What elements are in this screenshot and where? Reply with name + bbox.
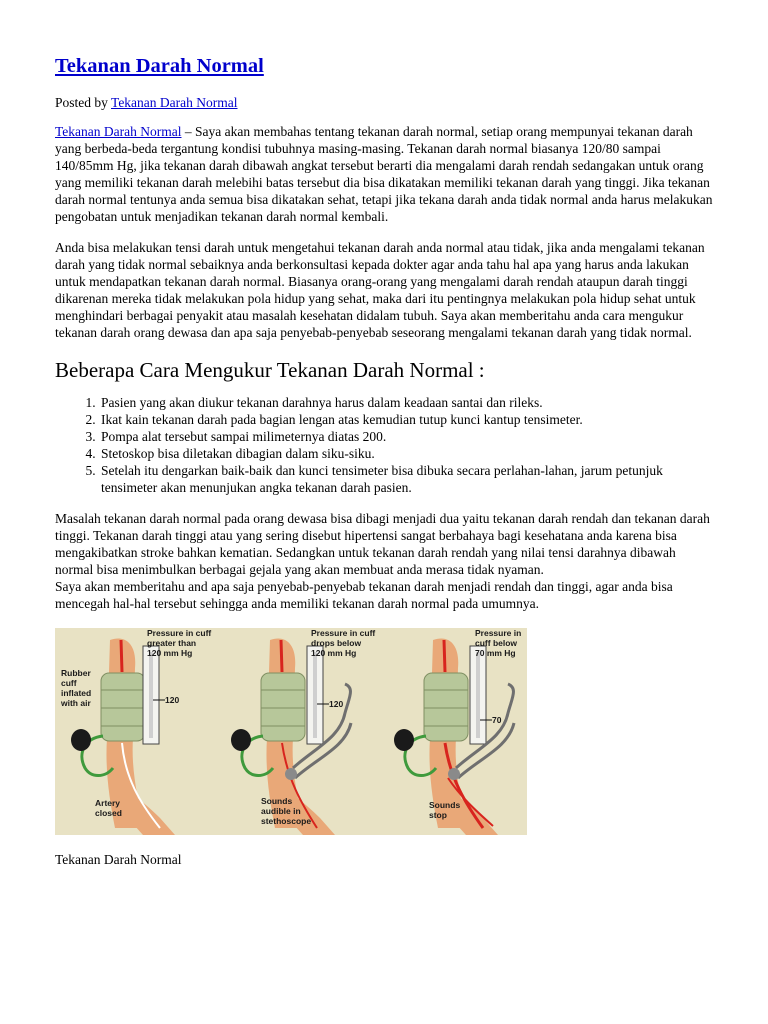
pump-bulb [394, 729, 414, 751]
mercury-column [313, 652, 317, 738]
label-stop-line2: stop [429, 810, 447, 820]
label-p1-line1: Pressure in cuff [147, 628, 212, 638]
label-sounds-line1: Sounds [261, 796, 293, 806]
paragraph-2: Anda bisa melakukan tensi darah untuk mengetahui tekanan darah anda normal atau tidak, jika anda mengalami tekanan darah yang tidak normal sebaiknya anda berkonsultasi kepada dokter agar anda tahu hal apa yang harus anda lakukan untuk mendapatkan tekanan darah normal. Biasanya orang-orang yang mengalami darah rendah ataupun darah tinggi dikarenan mereka tidak melakukan pola hidup yang sehat, maka dari itu pentingnya melakukan pola hidup sehat untuk menghindari berbagai penyakit atau masalah kesehatan didalam tubuh. Saya akan memberitahu anda cara mengukur tekanan darah orang dewasa dan apa saja penyebab-penyebab seseorang mengalami tekanan darah yang tidak normal. [55, 240, 705, 340]
artery [121, 640, 122, 672]
list-item: 1. Pasien yang akan diukur tekanan darahnya harus dalam keadaan santai dan rileks. [99, 394, 715, 411]
paragraph-3: Masalah tekanan darah normal pada orang dewasa bisa dibagi menjadi dua yaitu tekanan darah rendah dan tekanan darah tinggi. Tekanan darah tinggi atau yang sering disebut hipertensi sangat berbahaya bagi kesehatana anda karena bisa mengakibatkan stroke bahkan kematian. Sedangkan untuk tekanan darah rendah yang nilai tensi darahnya dibawah normal bisa menimbulkan berbagai gejala yang akan membuat anda merasa tidak nyaman. [55, 511, 710, 577]
pump-bulb [71, 729, 91, 751]
label-gauge2: 120 [329, 699, 344, 709]
artery [444, 640, 445, 672]
mercury-column [476, 652, 480, 738]
label-artery-line1: Artery [95, 798, 121, 808]
list-item: 3. Pompa alat tersebut sampai milimeternya diatas 200. [99, 428, 715, 445]
stethoscope-chest-piece [285, 768, 297, 780]
list-item: 4. Stetoskop bisa diletakan dibagian dalam siku-siku. [99, 445, 715, 462]
mercury-column [149, 652, 153, 738]
posted-by-label: Posted by [55, 95, 112, 110]
figure-caption: Tekanan Darah Normal [55, 852, 182, 867]
label-p3-line3: 70 mm Hg [475, 648, 516, 658]
label-p3-line2: cuff below [475, 638, 518, 648]
post-byline [55, 94, 715, 111]
label-p2-line1: Pressure in cuff [311, 628, 376, 638]
label-gauge1: 120 [165, 695, 180, 705]
intro-paragraph [55, 123, 715, 225]
list-item: 5. Setelah itu dengarkan baik-baik dan kunci tensimeter bisa dibuka secara perlahan-lahan, jarum petunjuk tensimeter akan menunjukan angka tekanan darah pasien. [99, 462, 715, 496]
label-artery-line2: closed [95, 808, 122, 818]
stethoscope-chest-piece [448, 768, 460, 780]
label-rubber-line2: cuff [61, 678, 77, 688]
label-rubber-line3: inflated [61, 688, 92, 698]
steps-list [55, 394, 715, 496]
list-item: 2. Ikat kain tekanan darah pada bagian lengan atas kemudian tutup kunci kantup tensimeter. [99, 411, 715, 428]
label-p1-line3: 120 mm Hg [147, 648, 193, 658]
label-p1-line2: greater than [147, 638, 197, 648]
label-p3-line1: Pressure in [475, 628, 522, 638]
post-title [55, 54, 715, 78]
author-link[interactable]: Tekanan Darah Normal [111, 95, 238, 110]
label-gauge3: 70 [492, 715, 502, 725]
blood-pressure-cuff [424, 673, 468, 741]
label-rubber-line4: with air [61, 698, 91, 708]
label-p2-line3: 120 mm Hg [311, 648, 357, 658]
section-heading: Beberapa Cara Mengukur Tekanan Darah Normal : [55, 358, 485, 382]
label-stop-line1: Sounds [429, 800, 461, 810]
blood-pressure-cuff [101, 673, 145, 741]
blood-pressure-illustration [55, 628, 527, 835]
illustration-svg [55, 628, 527, 835]
blood-pressure-cuff [261, 673, 305, 741]
pump-bulb [231, 729, 251, 751]
label-sounds-line3: stethoscope [261, 816, 312, 826]
label-p2-line2: drops below [311, 638, 362, 648]
paragraph-4: Saya akan memberitahu and apa saja penyebab-penyebab tekanan darah menjadi rendah dan tinggi, agar anda bisa mencegah hal-hal tersebut sehingga anda memiliki tekanan darah normal pada umumnya. [55, 579, 673, 611]
intro-link[interactable]: Tekanan Darah Normal [55, 124, 182, 139]
post-title-link[interactable]: Tekanan Darah Normal [55, 55, 264, 77]
intro-text: – Saya akan membahas tentang tekanan darah normal, setiap orang mempunyai tekanan darah yang berbeda-beda tergantung kondisi tubuhnya masing-masing. Tekanan darah normal biasanya 120/80 sampai 140/85mm Hg, jika tekanan darah dibawah angkat tersebut berarti dia mengalami darah rendah sedangakan untuk orang yang memiliki tekanan darah melebihi batas tersebut dia bisa dikatakan memiliki tekanan darah yang tinggi. Jika tekanan darah normal tentunya anda semua bisa dikatakan sehat, tetapi jika tekana darah anda tidak normal anda harus melakukan pengobatan untuk menjadikan tekanan darah normal kembali. [55, 124, 713, 224]
artery [281, 640, 282, 672]
label-sounds-line2: audible in [261, 806, 301, 816]
post-content [55, 54, 715, 868]
label-rubber-line1: Rubber [61, 668, 91, 678]
